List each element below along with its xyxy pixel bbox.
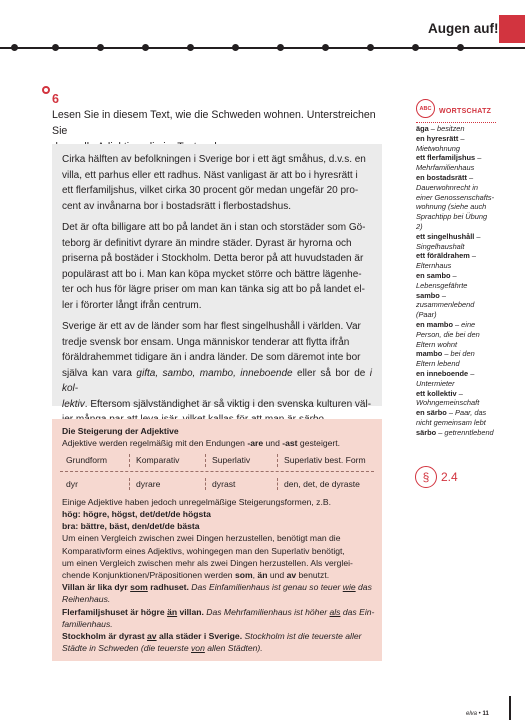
rule-dot (457, 44, 464, 51)
example-keyword: als (329, 606, 341, 617)
vocab-line (416, 418, 500, 428)
vocab-translation: Singelhaushalt (416, 241, 465, 251)
vocab-translation: – (474, 231, 481, 241)
text-fragment: und (267, 570, 287, 581)
text-fragment: benutzt. (296, 570, 330, 581)
text-line: Cirka hälften av befolkningen i Sverige bor i ett ägt småhus, d.v.s. en (62, 154, 366, 165)
example-swedish: Flerfamiljshuset är högre (62, 606, 168, 617)
rule-dot (11, 44, 18, 51)
vocab-line (416, 261, 500, 271)
vocab-line (416, 134, 500, 144)
example-german: Reihenhaus. (62, 594, 111, 605)
vocab-translation: – (475, 153, 482, 163)
grammar-box (52, 419, 382, 661)
example-german: Städte in Schweden (die teuerste (62, 643, 191, 654)
vocab-line (416, 163, 500, 173)
example-keyword: wie (342, 582, 356, 593)
rule-dot (97, 44, 104, 51)
conjunction: av (286, 570, 297, 581)
text-fragment: chende Konjunktionen/Präpositionen werden (62, 570, 235, 581)
vocab-translation: 2) (416, 221, 423, 231)
vocab-translation: Sprachtipp bei Übung (416, 212, 488, 222)
text-line: cent av invånarna bor i bostadsrätt i flerbostadshus. (62, 200, 292, 212)
vocab-translation: – Paar, das (446, 408, 487, 418)
explanation-line: Komparativform eines Adjektivs, wohingegen man den Superlativ benötigt, (62, 545, 345, 556)
vocab-translation: – (439, 290, 446, 300)
text-fragment: Adjektive werden regelmäßig mit den Endungen (62, 438, 248, 449)
explanation-line: um einen Vergleich zwischen mehr als zwei Dingen herzustellen. Als verglei- (62, 557, 353, 568)
page-header-title: Augen auf! (428, 21, 499, 36)
vocab-line (416, 212, 500, 222)
table-header-cell: Superlativ best. Form (284, 455, 366, 466)
exercise-ring-icon (42, 86, 50, 94)
reading-paragraph (62, 220, 372, 313)
vocab-translation: Mietwohnung (416, 143, 460, 153)
vocab-line (416, 222, 500, 232)
italic-term: lektiv (62, 398, 85, 410)
irregular-example: bra: bättre, bäst, den/det/de bästa (62, 521, 200, 532)
example-german: das Ein- (340, 606, 375, 617)
example-german: Das Mehrfamilienhaus ist höher (203, 606, 330, 617)
table-cell: den, det, de dyraste (284, 478, 360, 489)
vocab-line (416, 281, 500, 291)
text-line: ler i förorter långt ifrån centrum. (62, 299, 202, 311)
rule-dot (322, 44, 329, 51)
text-line: teborg är definitivt dyrare än mindre städer. Dyrast är hyrorna och (62, 237, 352, 249)
reading-paragraph (62, 319, 372, 428)
vocab-translation: – (469, 251, 476, 261)
example-german: Stockholm ist die teuerste aller (242, 631, 362, 642)
vocab-term: en sambo (416, 270, 451, 280)
reading-paragraph (62, 152, 372, 214)
text-fragment: , (252, 570, 258, 581)
ending: -are (247, 438, 264, 449)
vocab-line (416, 398, 500, 408)
vocab-line (416, 242, 500, 252)
vocab-translation: Eltern lebend (416, 359, 460, 369)
table-cell: dyrast (206, 478, 278, 490)
paragraph-icon: § (415, 466, 437, 488)
example-keyword: av (147, 631, 157, 642)
vocab-translation: – bei den (442, 349, 475, 359)
text-line: Sverige är ett av de länder som har flest singelhushåll i världen. Var (62, 321, 361, 332)
vocab-translation: nicht gemeinsam lebt (416, 417, 486, 427)
vocab-translation: Elternhaus (416, 261, 452, 271)
table-header-cell: Komparativ (130, 454, 206, 466)
rule-dot (367, 44, 374, 51)
vocab-line (416, 291, 500, 301)
rule-dot (277, 44, 284, 51)
vocab-translation: – getrenntlebend (436, 427, 494, 437)
vocab-translation: – (458, 133, 465, 143)
text-line: tredje svensk bor ensam. Unga människor tenderar att flytta ifrån (62, 336, 350, 348)
vocab-translation: Untermieter (416, 378, 455, 388)
vocab-term: en bostadsrätt (416, 172, 467, 182)
header-accent-bar (499, 15, 525, 43)
vocab-line (416, 310, 500, 320)
conjunction: som (234, 570, 253, 581)
vocab-line (416, 193, 500, 203)
example-swedish: radhuset. (147, 582, 189, 593)
vocab-term: ett singelhushåll (416, 231, 475, 241)
italic-term: gifta, sambo, mambo, inneboende (136, 367, 293, 379)
vocab-line (416, 389, 500, 399)
example-keyword: von (191, 643, 205, 654)
vocab-line (416, 408, 500, 418)
vocab-term: mambo (416, 349, 443, 359)
example-sentence (62, 630, 372, 642)
example-swedish: alla städer i Sverige. (156, 631, 243, 642)
vocab-translation: – besitzen (428, 124, 465, 133)
vocab-line (416, 153, 500, 163)
vocab-translation: Person, die bei den (416, 329, 480, 339)
vocab-line (416, 202, 500, 212)
table-header-cell: Grundform (60, 454, 130, 466)
page-number: 11 (482, 711, 489, 717)
vocab-translation: Lebensgefährte (416, 280, 468, 290)
vocab-line (416, 124, 500, 134)
vocab-translation: Dauerwohnrecht in (416, 182, 479, 192)
vocab-translation: – (468, 368, 475, 378)
table-cell: dyrare (130, 478, 206, 490)
vocab-line (416, 340, 500, 350)
vocabulary-title: WORTSCHATZ (439, 108, 492, 115)
vocab-line (416, 183, 500, 193)
vocab-translation: – (456, 388, 463, 398)
conjunction: än (257, 570, 268, 581)
vocab-line (416, 320, 500, 330)
vocabulary-divider (416, 122, 496, 123)
vocab-translation: – (450, 270, 457, 280)
text-fragment: själva kan vara (62, 367, 137, 379)
vocab-term: en mambo (416, 319, 453, 329)
page-footer (466, 711, 489, 717)
vocab-translation: einer Genossenschafts- (416, 192, 495, 202)
rule-dot (232, 44, 239, 51)
text-line: populärast att bo i. Man kan köpa mycket större och bättre lägenhe- (62, 268, 362, 280)
vocab-translation: Eltern wohnt (416, 339, 458, 349)
vocab-line (416, 428, 500, 438)
vocab-term: ett kollektiv (416, 388, 457, 398)
text-line: föräldrahemmet tidigare än i andra länder. De som däremot inte bor (62, 352, 361, 363)
table-header-row (60, 454, 374, 471)
vocab-line (416, 144, 500, 154)
rule-dot (52, 44, 59, 51)
vocab-translation: wohnung (siehe auch (416, 202, 487, 212)
vocab-line (416, 330, 500, 340)
example-swedish: villan. (177, 606, 204, 617)
vocab-term: en hyresrätt (416, 133, 459, 143)
italic-term: i kol- (62, 367, 372, 394)
text-line: ett flerfamiljshus, vilket cirka 30 procent gör medan ungefär 20 pro- (62, 185, 359, 196)
vocab-line (416, 379, 500, 389)
rule-dot (142, 44, 149, 51)
reading-text-box (52, 144, 382, 410)
vocab-term: sambo (416, 290, 440, 300)
explanation-line: Um einen Vergleich zwischen zwei Dingen herzustellen, benötigt man die (62, 533, 341, 544)
example-sentence (62, 581, 372, 593)
example-sentence (62, 606, 375, 618)
grammar-title: Die Steigerung der Adjektive (62, 426, 179, 436)
ending: -ast (282, 438, 298, 449)
table-row (60, 472, 374, 492)
vocab-term: äga (416, 124, 429, 133)
vocab-line (416, 173, 500, 183)
vocab-translation: zusammenlebend (416, 300, 475, 310)
exercise-number: 6 (52, 92, 59, 106)
vocab-line (416, 271, 500, 281)
text-fragment: eller så bor de (292, 367, 370, 379)
example-german: allen Städten). (204, 643, 263, 654)
irregular-example: hög: högre, högst, det/det/de högsta (62, 509, 211, 520)
vocab-term: ett flerfamiljshus (416, 153, 476, 163)
example-german: Das Einfamilienhaus ist genau so teuer (188, 582, 343, 593)
abc-badge-icon: ABC (416, 99, 435, 118)
rule-dot (412, 44, 419, 51)
vocab-line (416, 359, 500, 369)
vocab-translation: – eine (452, 319, 476, 329)
footer-bar (509, 696, 511, 720)
example-keyword: än (167, 606, 178, 617)
text-fragment: und (263, 438, 283, 449)
vocab-term: ett föräldrahem (416, 251, 470, 261)
vocab-translation: Wohngemeinschaft (416, 398, 480, 408)
text-line: Det är ofta billigare att bo på landet än i stan och storstäder som Gö- (62, 222, 366, 233)
grammar-reference: 2.4 (441, 470, 458, 484)
vocab-term: särbo (416, 427, 437, 437)
rule-dot (187, 44, 194, 51)
text-line: ter och hus för lägre priser om man kan tänka sig att bo på landet el- (62, 284, 365, 295)
vocabulary-list (416, 124, 500, 438)
text-line: priserna på bostäder i Stockholm. Detta beror på att huvudstaden är (62, 253, 364, 264)
vocab-line (416, 369, 500, 379)
footer-separator: • (477, 711, 483, 717)
vocab-translation: (Paar) (416, 310, 437, 320)
vocab-translation: – (466, 172, 474, 182)
page-word: elva (466, 711, 478, 717)
vocab-term: en särbo (416, 408, 447, 418)
text-fragment: gesteigert. (297, 438, 341, 449)
vocab-term: en inneboende (416, 368, 469, 378)
table-header-cell: Superlativ (206, 454, 278, 466)
explanation-line (62, 569, 372, 581)
example-sentence (62, 642, 372, 654)
grammar-intro (62, 437, 372, 449)
vocab-translation: Mehrfamilienhaus (416, 163, 475, 173)
comparison-table (60, 454, 374, 491)
vocab-line (416, 349, 500, 359)
vocab-line (416, 251, 500, 261)
example-swedish: Stockholm är dyrast (62, 631, 148, 642)
table-cell: dyr (60, 478, 130, 490)
text-fragment: . Eftersom självständighet är så viktig i den svenska kulturen väl- (84, 398, 372, 410)
instruction-line: Lesen Sie in diesem Text, wie die Schweden wohnen. Unterstreichen Sie (52, 109, 376, 137)
example-swedish: Villan är lika dyr (62, 582, 131, 593)
header-rule (0, 47, 525, 49)
example-keyword: som (130, 582, 148, 593)
example-german: das (355, 582, 372, 593)
example-german: familienhaus. (62, 618, 113, 629)
vocab-line (416, 232, 500, 242)
vocab-line (416, 300, 500, 310)
irregular-intro: Einige Adjektive haben jedoch unregelmäßige Steigerungsformen, z.B. (62, 496, 331, 507)
text-line: villa, ett parhus eller ett radhus. Näst vanligast är att bo i hyresrätt i (62, 169, 358, 181)
